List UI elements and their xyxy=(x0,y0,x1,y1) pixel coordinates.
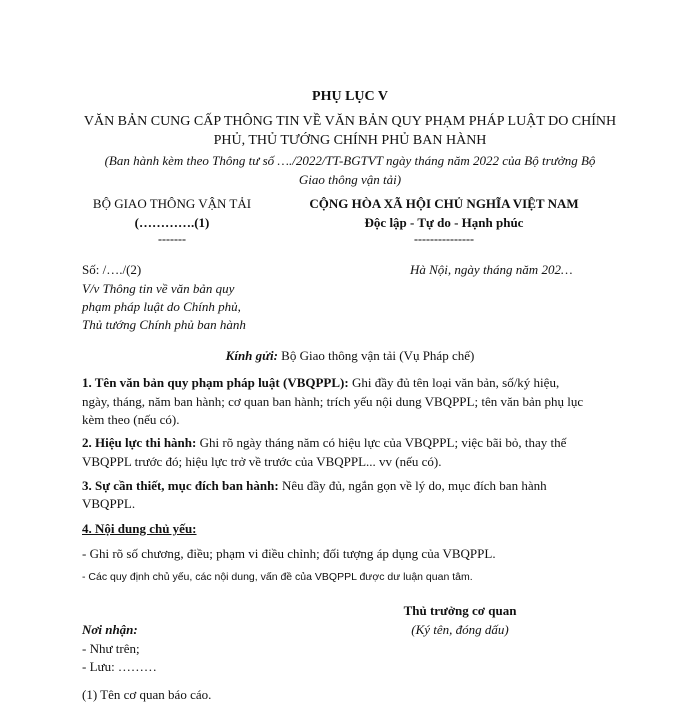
agency-placeholder: (………….(1) xyxy=(134,215,210,230)
subject-line2: phạm pháp luật do Chính phủ, xyxy=(82,299,241,314)
document-number: Số: /…./(2) xyxy=(82,262,142,277)
section-3-text: Nêu đầy đủ, ngắn gọn về lý do, mục đích ban hành xyxy=(278,478,547,493)
section-3-line2: VBQPPL. xyxy=(82,496,136,511)
issuance-note-line2: Giao thông vận tải) xyxy=(298,172,402,187)
ministry-name: BỘ GIAO THÔNG VẬN TẢI xyxy=(92,196,252,211)
footnote-1: (1) Tên cơ quan báo cáo. xyxy=(82,687,212,702)
document-title-line1: VĂN BẢN CUNG CẤP THÔNG TIN VỀ VĂN BẢN QUY PHẠM PHÁP LUẬT DO CHÍNH xyxy=(83,114,617,129)
addressee-value: Bộ Giao thông vận tải (Vụ Pháp chế) xyxy=(277,348,475,363)
section-2-line2: VBQPPL trước đó; hiệu lực trở về trước của VBQPPL... vv (nếu có). xyxy=(82,454,442,469)
addressee-label: Kính gửi: xyxy=(225,348,278,363)
signature-title: Thủ trưởng cơ quan xyxy=(403,603,517,618)
section-2-text: Ghi rõ ngày tháng năm có hiệu lực của VBQPPL; việc bãi bỏ, thay thế xyxy=(196,435,567,450)
issuance-note-line1: (Ban hành kèm theo Thông tư số …./2022/TT-BGTVT ngày tháng năm 2022 của Bộ trưởng Bộ xyxy=(104,153,596,168)
section-4-item1: - Ghi rõ số chương, điều; phạm vi điều chỉnh; đối tượng áp dụng của VBQPPL. xyxy=(82,546,496,561)
section-1-label: 1. Tên văn bản quy phạm pháp luật (VBQPPL): xyxy=(82,375,349,390)
document-title-line2: PHỦ, THỦ TƯỚNG CHÍNH PHỦ BAN HÀNH xyxy=(213,133,487,148)
recipients-label: Nơi nhận: xyxy=(82,622,138,637)
section-3-line1 xyxy=(82,478,547,494)
left-divider: ------- xyxy=(158,232,186,246)
recipient-item2: - Lưu: ……… xyxy=(82,659,157,674)
section-2-line1 xyxy=(82,435,566,451)
appendix-heading: PHỤ LỤC V xyxy=(312,89,388,104)
section-1-line3: kèm theo (nếu có). xyxy=(82,412,180,427)
subject-line1: V/v Thông tin về văn bản quy xyxy=(82,281,235,296)
national-motto: Độc lập - Tự do - Hạnh phúc xyxy=(364,215,524,230)
place-and-date: Hà Nội, ngày tháng năm 202… xyxy=(410,262,573,277)
section-1-line1 xyxy=(82,375,559,391)
addressee-line xyxy=(0,348,700,364)
section-1-line2: ngày, tháng, năm ban hành; cơ quan ban hành; trích yếu nội dung VBQPPL; tên văn bản phụ lục xyxy=(82,394,584,409)
section-3-label: 3. Sự cần thiết, mục đích ban hành: xyxy=(82,478,279,493)
section-4-item2: - Các quy định chủ yếu, các nội dung, vấn đề của VBQPPL được dư luận quan tâm. xyxy=(82,571,473,583)
country-name: CỘNG HÒA XÃ HỘI CHỦ NGHĨA VIỆT NAM xyxy=(309,196,579,211)
section-2-label: 2. Hiệu lực thi hành: xyxy=(82,435,197,450)
right-divider: --------------- xyxy=(414,232,474,246)
section-1-text: Ghi đầy đủ tên loại văn bản, số/ký hiệu, xyxy=(348,375,560,390)
subject-line3: Thủ tướng Chính phủ ban hành xyxy=(82,317,246,332)
recipient-item1: - Như trên; xyxy=(82,641,140,656)
section-4-label: 4. Nội dung chủ yếu: xyxy=(82,521,197,536)
signature-note: (Ký tên, đóng dấu) xyxy=(411,622,509,637)
